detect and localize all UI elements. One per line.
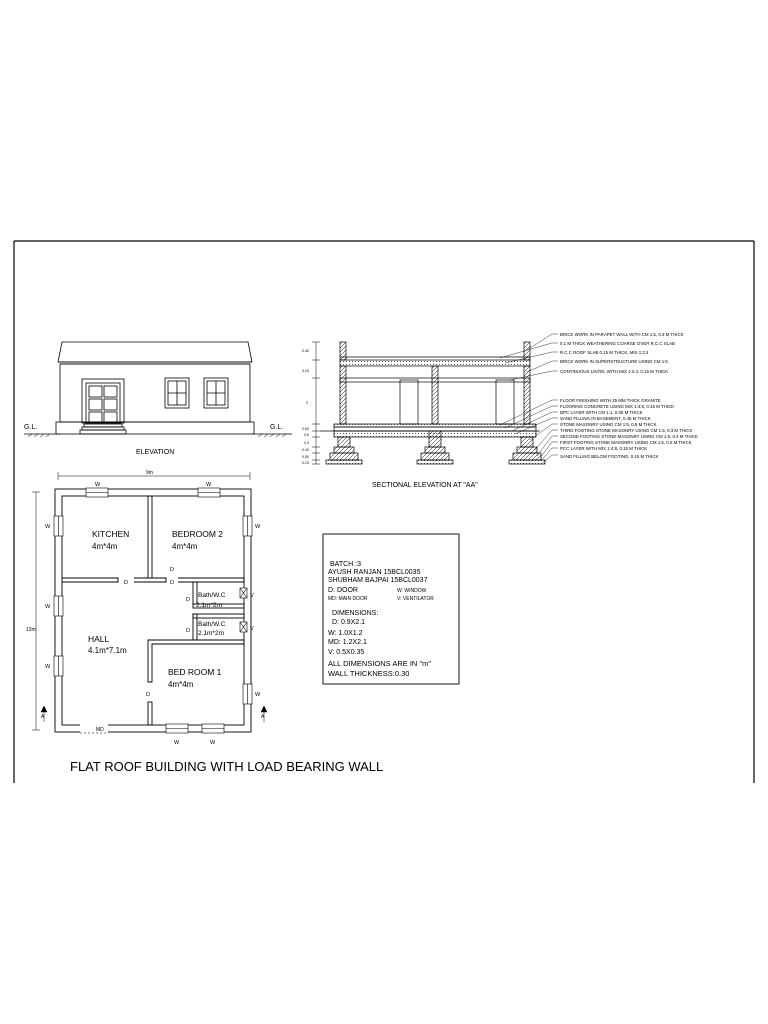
section-dim: 0.15 <box>302 461 309 465</box>
plan-height-dim: 12m <box>26 627 36 633</box>
ventilator-mark: V <box>250 593 254 599</box>
section-dim: 2 <box>306 401 308 405</box>
section-dim: 0.40 <box>302 448 309 452</box>
section-dim: 0.50 <box>302 455 309 459</box>
elevation-gl-right: G.L. <box>270 424 284 431</box>
section-footing-left <box>326 437 362 464</box>
section-note: STONE MASONRY USING CM 1:5, 0.5 M THICK <box>560 422 657 427</box>
section-note: SECOND FOOTING STONE MASONRY USING CM 1:5, 0.4 M THICK <box>560 434 698 439</box>
floor-plan <box>55 489 251 732</box>
room-kitchen-label: KITCHEN <box>92 529 130 539</box>
info-maindoor-key: MD: MAIN DOOR <box>328 596 368 602</box>
info-batch: BATCH :3 <box>330 561 361 568</box>
section-note: BRICK WORK IN SUPERSTRUCTURE USING CM 1:5 <box>560 359 668 364</box>
section-note: PCC LAYER WITH MIX 1:4:8, 0.15 M THICK <box>560 446 648 451</box>
room-bedroom1-size: 4m*4m <box>168 680 194 689</box>
info-dimensions-heading: DIMENSIONS: <box>332 610 379 617</box>
info-dim-ventilator: V: 0.5X0.35 <box>328 649 365 656</box>
elevation-window-1 <box>165 378 189 408</box>
room-bath2-label: Bath/W.C <box>198 621 226 628</box>
door-mark: D <box>186 628 190 634</box>
section-note: SAND FILLING IN BASEMENT, 0.45 M THICK <box>560 416 651 421</box>
room-hall-size: 4.1m*7.1m <box>88 646 127 655</box>
info-ventilator-key: V: VENTILATOR <box>397 596 434 602</box>
section-dimension-labels <box>302 349 309 465</box>
section-caption: SECTIONAL ELEVATION AT "AA" <box>372 482 478 489</box>
room-bath1-size: 2.1m*2m <box>196 602 223 609</box>
info-box <box>323 534 459 684</box>
section-view <box>312 342 545 464</box>
window-mark: W <box>255 524 261 530</box>
window-mark: W <box>45 664 51 670</box>
info-units-note: ALL DIMENSIONS ARE IN "m" <box>328 659 431 668</box>
room-hall-label: HALL <box>88 634 110 644</box>
section-note: CONTINUOUS LINTEL WITH MIX 1:2:4, 0.15 M THICK <box>560 369 669 374</box>
info-door-key: D: DOOR <box>328 587 358 594</box>
room-bedroom1-label: BED ROOM 1 <box>168 667 222 677</box>
section-note: SAND FILLING BELOW FOOTING, 0.15 M THICK <box>560 454 659 459</box>
elevation-view <box>24 342 292 437</box>
elevation-steps <box>80 424 126 434</box>
elevation-caption: ELEVATION <box>136 449 175 456</box>
section-note: FIRST FOOTING STONE MASONRY USING CM 1:5, 0.5 M THICK <box>560 440 692 445</box>
section-dim: 0.45 <box>302 349 309 353</box>
section-note: R.C.C ROOF SLAB 0.15 M THICK, MIX 1:2:4 <box>560 350 649 355</box>
plan-width-dim: 9m <box>146 470 153 476</box>
section-notes-lower <box>560 398 698 459</box>
ventilator-mark: V <box>250 626 254 632</box>
section-mark-right: A <box>261 714 265 720</box>
sheet-border <box>14 241 754 783</box>
door-mark: D <box>170 567 174 573</box>
info-name-2: SHUBHAM BAJPAI 15BCL0037 <box>328 577 428 584</box>
section-mark-left: A <box>41 714 45 720</box>
section-dim: 3.15 <box>302 369 309 373</box>
elevation-gl-left: G.L. <box>24 424 38 431</box>
info-wall-note: WALL THICKNESS:0.30 <box>328 669 410 678</box>
info-name-1: AYUSH RANJAN 15BCL0035 <box>328 569 421 576</box>
window-mark: W <box>206 482 212 488</box>
door-mark: D <box>186 597 190 603</box>
room-bedroom2-size: 4m*4m <box>172 542 198 551</box>
info-dim-maindoor: MD: 1.2X2.1 <box>328 639 367 646</box>
door-mark: D <box>146 692 150 698</box>
section-note: FLOOR FINISHING WITH 25 MM THICK GRANITE <box>560 398 661 403</box>
section-note: BRICK WORK IN PARAPET WALL WITH CM 1:5, 0.3 M THICK <box>560 332 684 337</box>
room-bath2-size: 2.1m*2m <box>198 630 225 637</box>
section-footing-right <box>509 437 545 464</box>
drawing-title: FLAT ROOF BUILDING WITH LOAD BEARING WALL <box>70 759 384 774</box>
section-dim: 0.60 <box>302 427 309 431</box>
window-mark: W <box>255 692 261 698</box>
info-window-key: W: WINDOW <box>397 588 427 594</box>
plan-windows <box>54 488 252 733</box>
door-mark: D <box>170 580 174 586</box>
section-dim: 0.5 <box>304 433 309 437</box>
main-door-mark: MD <box>96 727 104 733</box>
info-dim-door: D: 0.9X2.1 <box>332 619 366 626</box>
window-mark: W <box>210 740 216 746</box>
room-bedroom2-label: BEDROOM 2 <box>172 529 224 539</box>
plan-main-door <box>80 723 108 733</box>
section-note: FLOORING CONCRETE USING MIX 1:4:8, 0.15 M THICK <box>560 404 675 409</box>
window-mark: W <box>95 482 101 488</box>
plan-room-labels <box>88 529 226 689</box>
section-notes-upper <box>560 332 684 374</box>
section-note: THIRD FOOTING STONE MASONRY USING CM 1:5, 0.3 M THICK <box>560 428 693 433</box>
section-note: 0.1 M THICK WEATHERING COARSE OVER R.C.C SLAB <box>560 341 675 346</box>
room-bath1-label: Bath/W.C <box>198 592 226 599</box>
info-dim-window: W: 1.0X1.2 <box>328 630 363 637</box>
door-mark: D <box>124 580 128 586</box>
elevation-window-2 <box>204 378 228 408</box>
window-mark: W <box>45 524 51 530</box>
elevation-door <box>82 379 124 423</box>
section-dim: 0.3 <box>304 441 309 445</box>
window-mark: W <box>174 740 180 746</box>
section-note: DPC LAYER WITH CM 1:1, 0.05 M THICK <box>560 410 643 415</box>
room-kitchen-size: 4m*4m <box>92 542 118 551</box>
window-mark: W <box>45 604 51 610</box>
